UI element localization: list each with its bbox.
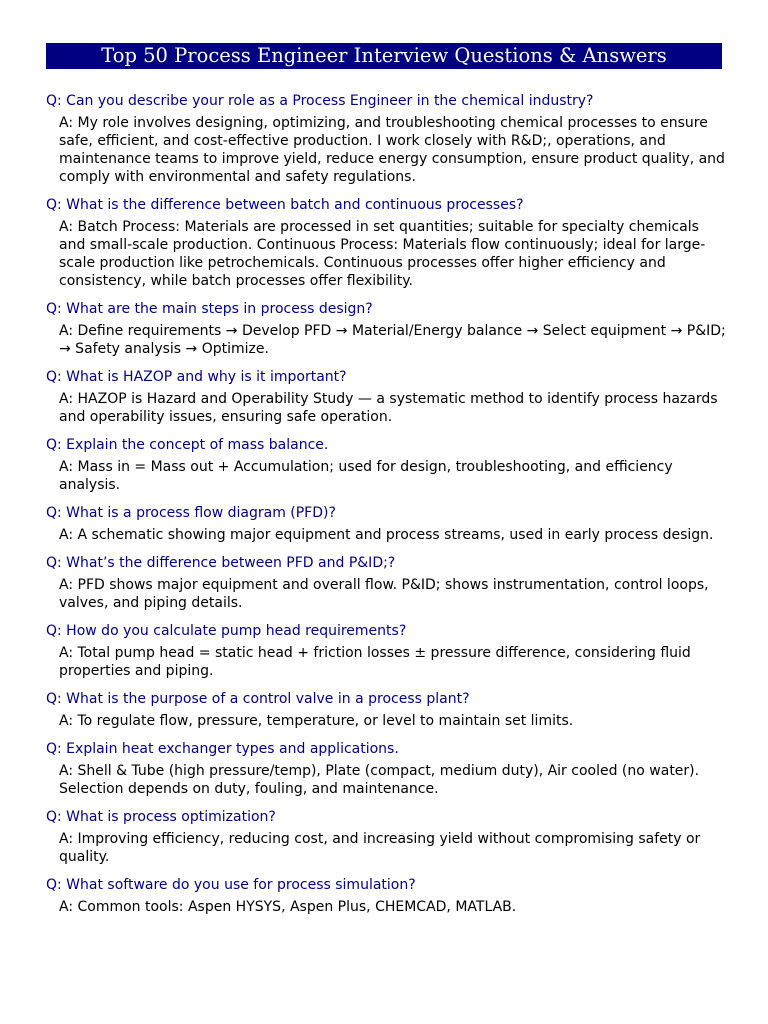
question-text: Q: What’s the difference between PFD and P&ID;? — [46, 555, 396, 571]
question-text: Q: What is the difference between batch and continuous processes? — [46, 197, 524, 213]
answer-text: A: Improving efficiency, reducing cost, and increasing yield without compromising safety or quality. — [59, 831, 701, 865]
answer-text: A: My role involves designing, optimizing, and troubleshooting chemical processes to ensure safe, efficient, and cost-effective production. I work closely with R&D;, operations, and maintenance teams to improve yield, reduce energy consumption, ensure product quality, and comply with environmental and safety regulations. — [59, 115, 725, 185]
answer-text: A: Mass in = Mass out + Accumulation; used for design, troubleshooting, and efficiency analysis. — [59, 459, 673, 493]
qa-item — [46, 740, 730, 798]
qa-item — [46, 622, 730, 680]
answer-text: A: Common tools: Aspen HYSYS, Aspen Plus, CHEMCAD, MATLAB. — [59, 899, 517, 915]
qa-item — [46, 436, 730, 494]
question-text: Q: What is HAZOP and why is it important? — [46, 369, 347, 385]
answer-text: A: Total pump head = static head + friction losses ± pressure difference, considering fluid properties and piping. — [59, 645, 691, 679]
answer-text: A: A schematic showing major equipment and process streams, used in early process design. — [59, 527, 714, 543]
answer-text: A: Define requirements → Develop PFD → Material/Energy balance → Select equipment → P&ID; → Safety analysis → Optimize. — [59, 323, 726, 357]
qa-item — [46, 368, 730, 426]
question-text: Q: What is the purpose of a control valve in a process plant? — [46, 691, 470, 707]
question-text: Q: What are the main steps in process design? — [46, 301, 373, 317]
answer-text: A: To regulate flow, pressure, temperature, or level to maintain set limits. — [59, 713, 574, 729]
answer-text: A: HAZOP is Hazard and Operability Study — a systematic method to identify process hazards and operability issues, ensuring safe operation. — [59, 391, 718, 425]
qa-item — [46, 554, 730, 612]
qa-item — [46, 808, 730, 866]
qa-list — [46, 92, 730, 926]
question-text: Q: Can you describe your role as a Process Engineer in the chemical industry? — [46, 93, 594, 109]
question-text: Q: Explain the concept of mass balance. — [46, 437, 329, 453]
answer-text: A: PFD shows major equipment and overall flow. P&ID; shows instrumentation, control loops, valves, and piping details. — [59, 577, 709, 611]
qa-item — [46, 690, 730, 730]
question-text: Q: How do you calculate pump head requirements? — [46, 623, 407, 639]
answer-text: A: Shell & Tube (high pressure/temp), Plate (compact, medium duty), Air cooled (no water). Selection depends on duty, fouling, and maintenance. — [59, 763, 700, 797]
qa-item — [46, 92, 730, 186]
question-text: Q: What software do you use for process simulation? — [46, 877, 416, 893]
qa-item — [46, 300, 730, 358]
qa-item — [46, 504, 730, 544]
question-text: Q: Explain heat exchanger types and applications. — [46, 741, 399, 757]
question-text: Q: What is process optimization? — [46, 809, 276, 825]
page-title: Top 50 Process Engineer Interview Questions & Answers — [46, 43, 722, 69]
answer-text: A: Batch Process: Materials are processed in set quantities; suitable for specialty chemicals and small-scale production. Continuous Process: Materials flow continuously; ideal for large-scale production like petrochemicals. Continuous processes offer higher efficiency and consistency, while batch processes offer flexibility. — [59, 219, 706, 289]
qa-item — [46, 196, 730, 290]
qa-item — [46, 876, 730, 916]
question-text: Q: What is a process flow diagram (PFD)? — [46, 505, 336, 521]
